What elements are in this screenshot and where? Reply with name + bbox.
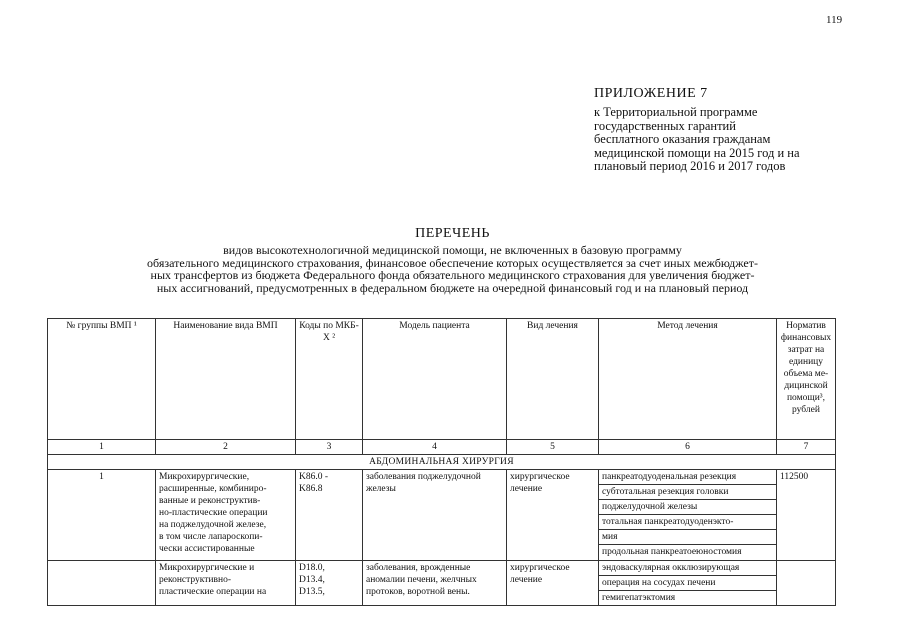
treatment-method-line: продольная панкреатоеюностомия (602, 547, 742, 557)
patient-model-line: заболевания, врожденные (366, 563, 471, 573)
vmp-name-line: ванные и реконструктив- (159, 496, 261, 506)
column-number: 3 (296, 440, 363, 455)
column-number: 7 (777, 440, 836, 455)
icd-code-line: D18.0, (299, 563, 325, 573)
header-cost-norm: Норматив финансовых затрат на единицу объема ме-дицинской помощи³, рублей (777, 319, 836, 440)
group-number-cell: 1 (48, 470, 156, 561)
table-row (48, 470, 836, 561)
header-treatment-type: Вид лечения (507, 319, 599, 440)
treatment-method-line: тотальная панкреатодуоденэкто- (599, 515, 776, 530)
treatment-method-line: мия (599, 530, 776, 545)
column-number: 5 (507, 440, 599, 455)
patient-model-line: протоков, воротной вены. (366, 587, 470, 597)
heading-line: ных трансфертов из бюджета Федерального фонда обязательного медицинского страхования для увеличения бюджет- (150, 268, 755, 282)
appendix-line: бесплатного оказания гражданам (594, 132, 771, 146)
patient-model-cell (363, 561, 507, 606)
column-number: 1 (48, 440, 156, 455)
patient-model-line: железы (366, 484, 396, 494)
icd-codes-cell (296, 561, 363, 606)
header-patient-model: Модель пациента (363, 319, 507, 440)
treatment-method-cell (599, 561, 777, 606)
appendix-line: плановый период 2016 и 2017 годов (594, 159, 786, 173)
header-icd-codes: Коды по МКБ-Х ² (296, 319, 363, 440)
heading-line: обязательного медицинского страхования, финансовое обеспечение которых осуществляется за счет иных межбюджет- (147, 255, 758, 270)
vmp-table (47, 318, 836, 606)
appendix-block (594, 86, 894, 174)
icd-code-line: D13.5, (299, 587, 325, 597)
column-number: 2 (156, 440, 296, 455)
appendix-line: к Территориальной программе (594, 105, 758, 119)
patient-model-line: аномалии печени, желчных (366, 575, 477, 585)
patient-model-cell (363, 470, 507, 561)
treatment-method-line: операция на сосудах печени (599, 576, 776, 591)
section-title: АБДОМИНАЛЬНАЯ ХИРУРГИЯ (48, 455, 836, 470)
icd-code-line: K86.8 (299, 484, 323, 494)
vmp-name-line: но-пластические операции (159, 508, 268, 518)
treatment-type-line: хирургическое (510, 472, 570, 482)
heading-line: видов высокотехнологичной медицинской помощи, не включенных в базовую программу (223, 243, 682, 257)
treatment-type-line: лечение (510, 575, 543, 585)
treatment-method-line: эндоваскулярная окклюзирующая (599, 561, 776, 576)
header-treatment-method: Метод лечения (599, 319, 777, 440)
vmp-name-line: Микрохирургические, (159, 472, 250, 482)
table-header-row (48, 319, 836, 440)
treatment-method-line: панкреатодуоденальная резекция (599, 470, 776, 485)
icd-codes-cell (296, 470, 363, 561)
heading-title: ПЕРЕЧЕНЬ (415, 226, 490, 241)
vmp-name-line: на поджелудочной железе, (159, 520, 267, 530)
cost-cell (777, 561, 836, 606)
treatment-type-line: хирургическое (510, 563, 570, 573)
icd-code-line: K86.0 - (299, 472, 329, 482)
treatment-type-line: лечение (510, 484, 543, 494)
heading-line: ных ассигнований, предусмотренных в федеральном бюджете на очередной финансовый год и на плановый период (156, 280, 749, 295)
treatment-method-line: поджелудочной железы (599, 500, 776, 515)
page-number: 119 (826, 14, 843, 26)
vmp-name-line: чески ассистированные (159, 544, 255, 554)
treatment-method-line: гемигепатэктомия (602, 593, 676, 603)
vmp-name-cell (156, 561, 296, 606)
group-number-cell (48, 561, 156, 606)
vmp-name-line: расширенные, комбиниро- (159, 484, 267, 494)
appendix-line: медицинской помощи на 2015 год и на (594, 145, 800, 160)
vmp-name-cell (156, 470, 296, 561)
document-heading (0, 226, 905, 294)
appendix-line: государственных гарантий (594, 118, 736, 133)
cost-cell: 112500 (777, 470, 836, 561)
header-vmp-name: Наименование вида ВМП (156, 319, 296, 440)
vmp-name-line: в том числе лапароскопи- (159, 532, 263, 542)
vmp-name-line: Микрохирургические и (159, 563, 255, 573)
table-row (48, 561, 836, 606)
treatment-type-cell (507, 561, 599, 606)
treatment-type-cell (507, 470, 599, 561)
vmp-name-line: пластические операции на (159, 587, 267, 597)
icd-code-line: D13.4, (299, 575, 325, 585)
column-number-row (48, 440, 836, 455)
section-row (48, 455, 836, 470)
treatment-method-line: субтотальная резекция головки (599, 485, 776, 500)
column-number: 6 (599, 440, 777, 455)
column-number: 4 (363, 440, 507, 455)
header-group-number: № группы ВМП ¹ (48, 319, 156, 440)
patient-model-line: заболевания поджелудочной (366, 472, 481, 482)
vmp-name-line: реконструктивно- (159, 575, 232, 585)
treatment-method-cell (599, 470, 777, 561)
appendix-title: ПРИЛОЖЕНИЕ 7 (594, 86, 708, 101)
